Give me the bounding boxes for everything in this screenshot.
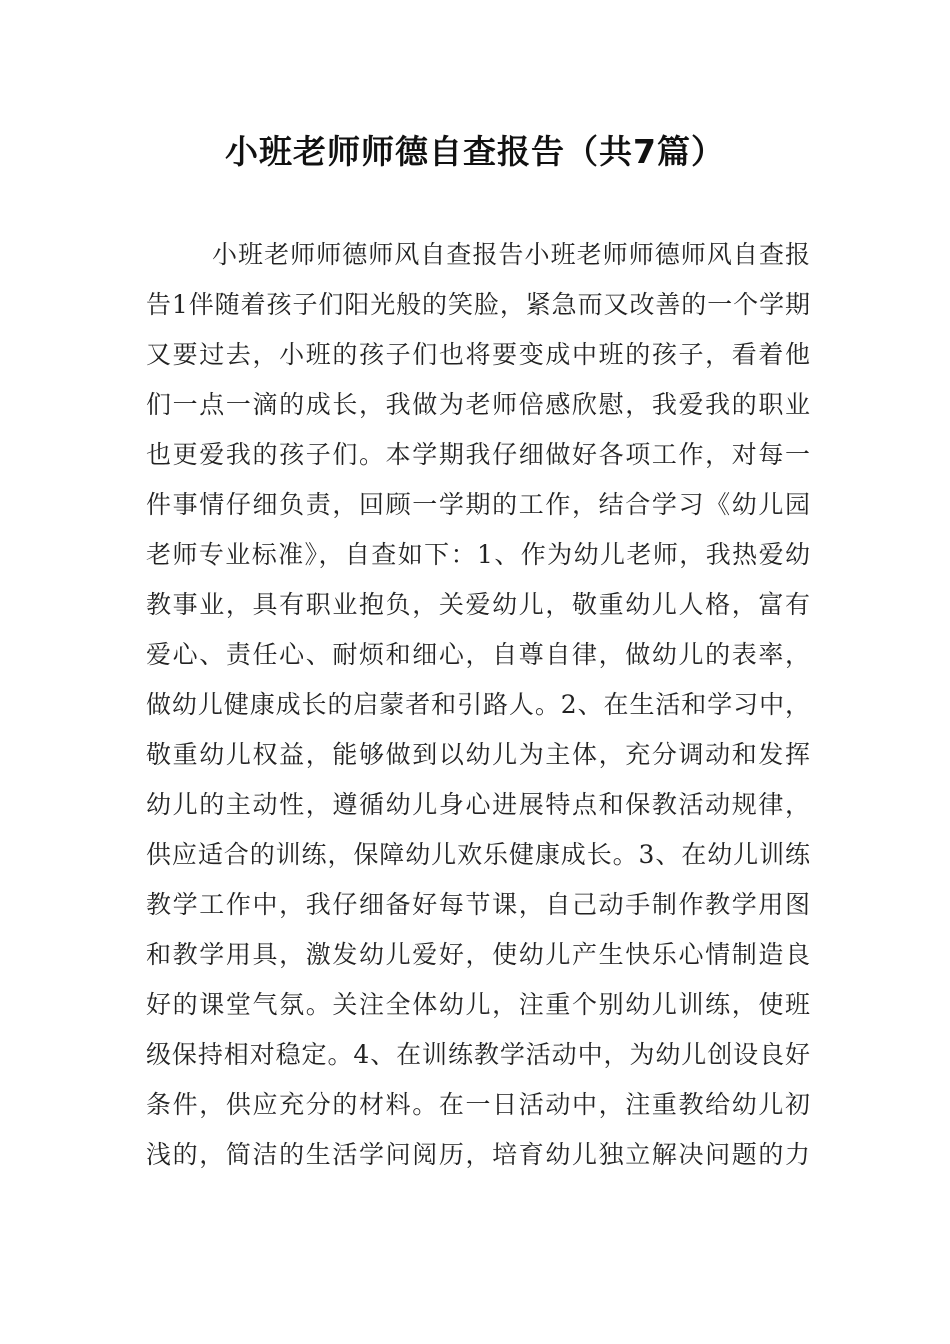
body-line: 告1伴随着孩子们阳光般的笑脸，紧急而又改善的一个学期 [146,290,810,319]
body-line: 小班老师师德师风自查报告小班老师师德师风自查报 [212,240,810,269]
body-line: 好的课堂气氛。关注全体幼儿，注重个别幼儿训练，使班 [146,990,810,1019]
body-line: 和教学用具，激发幼儿爱好，使幼儿产生快乐心情制造良 [146,940,810,969]
document-title: 小班老师师德自查报告（共7篇） [225,132,725,171]
body-line: 做幼儿健康成长的启蒙者和引路人。2、在生活和学习中， [146,690,810,719]
body-line: 浅的，简洁的生活学问阅历，培育幼儿独立解决问题的力 [146,1140,810,1169]
body-line: 又要过去，小班的孩子们也将要变成中班的孩子，看着他 [146,340,810,369]
body-line: 条件，供应充分的材料。在一日活动中，注重教给幼儿初 [146,1090,810,1119]
body-line: 们一点一滴的成长，我做为老师倍感欣慰，我爱我的职业 [146,390,810,419]
body-line: 教学工作中，我仔细备好每节课，自己动手制作教学用图 [146,890,810,919]
body-line: 也更爱我的孩子们。本学期我仔细做好各项工作，对每一 [146,440,810,469]
document-body [146,230,810,1180]
body-line: 敬重幼儿权益，能够做到以幼儿为主体，充分调动和发挥 [146,740,810,769]
body-line: 级保持相对稳定。4、在训练教学活动中，为幼儿创设良好 [146,1040,810,1069]
body-line: 幼儿的主动性，遵循幼儿身心进展特点和保教活动规律， [146,790,810,819]
body-line: 教事业，具有职业抱负，关爱幼儿，敬重幼儿人格，富有 [146,590,810,619]
body-line: 件事情仔细负责，回顾一学期的工作，结合学习《幼儿园 [146,490,810,519]
body-line: 供应适合的训练，保障幼儿欢乐健康成长。3、在幼儿训练 [146,840,810,869]
body-line: 老师专业标准》，自查如下：1、作为幼儿老师，我热爱幼 [146,540,810,569]
body-line: 爱心、责任心、耐烦和细心，自尊自律，做幼儿的表率， [146,640,810,669]
